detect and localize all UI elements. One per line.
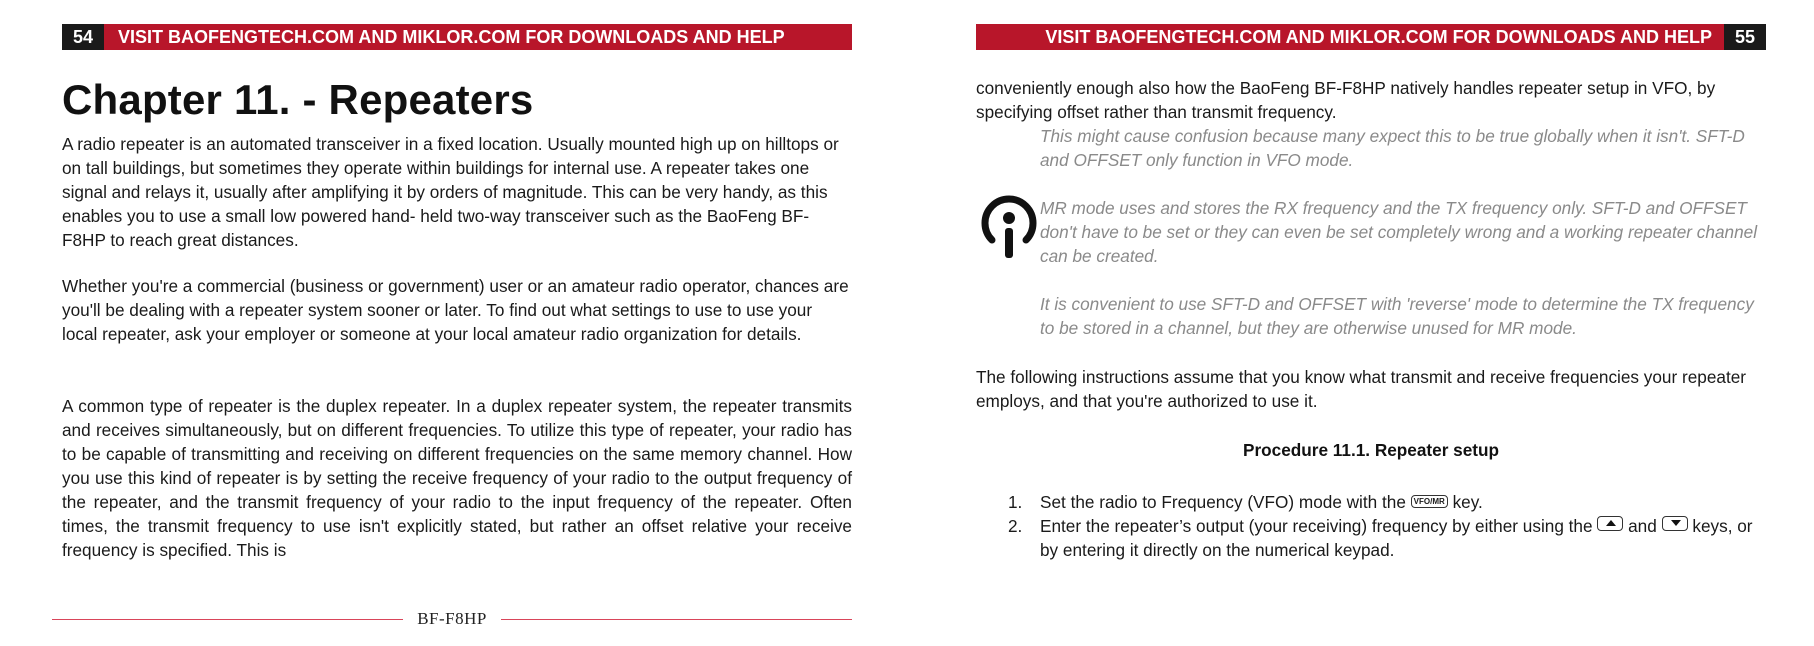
step-2	[976, 514, 1766, 562]
up-arrow-key-icon	[1597, 516, 1623, 531]
step-2-text-end: keys, or by entering it directly on the numerical keypad.	[1040, 516, 1753, 560]
step-1	[976, 490, 1766, 514]
footer-rule-left	[52, 619, 403, 620]
paragraph-operators: Whether you're a commercial (business or government) user or an amateur radio operator, chances are you'll be dealing with a repeater system sooner or later. To find out what settings to use to use your local repeater, ask your employer or someone at your local amateur radio organization for details.	[62, 276, 849, 344]
left-page	[62, 0, 852, 646]
footer-model-label: BF-F8HP	[417, 609, 487, 628]
step-2-number: 2.	[1008, 516, 1023, 536]
note-vfo-only: This might cause confusion because many expect this to be true globally when it isn't. SFT-D and OFFSET only function in VFO mode.	[1040, 126, 1745, 170]
step-2-text: Enter the repeater’s output (your receiving) frequency by either using the	[1040, 516, 1593, 536]
procedure-title: Procedure 11.1. Repeater setup	[1242, 440, 1500, 460]
step-1-number: 1.	[1008, 492, 1023, 512]
paragraph-continuation: conveniently enough also how the BaoFeng BF-F8HP natively handles repeater setup in VFO, by specifying offset rather than transmit frequency.	[976, 78, 1716, 122]
procedure-steps	[976, 490, 1766, 562]
note-mr-mode: MR mode uses and stores the RX frequency and the TX frequency only. SFT-D and OFFSET don't have to be set or they can even be set completely wrong and a working repeater channel can be created.	[1040, 198, 1758, 266]
step-1-text-end: key.	[1452, 492, 1483, 512]
right-header-text: VISIT BAOFENGTECH.COM AND MIKLOR.COM FOR DOWNLOADS AND HELP	[1045, 26, 1712, 47]
paragraph-instructions: The following instructions assume that you know what transmit and receive frequencies your repeater employs, and that you're authorized to use it.	[976, 367, 1747, 411]
left-header-bar	[62, 24, 852, 50]
down-arrow-key-icon	[1662, 516, 1688, 531]
right-page	[976, 0, 1766, 646]
paragraph-intro: A radio repeater is an automated transceiver in a fixed location. Usually mounted high up on hilltops or on tall buildings, but sometimes they operate within buildings for internal use. A repeater takes one signal and relays it, usually after amplifying it by orders of magnitude. This can be very handy, as this enables you to use a small low powered hand- held two-way transceiver such as the BaoFeng BF-F8HP to reach great distances.	[62, 134, 839, 250]
right-page-number: 55	[1724, 24, 1766, 50]
info-icon	[978, 194, 1040, 264]
step-2-text-and: and	[1628, 516, 1657, 536]
left-page-number: 54	[62, 24, 104, 50]
paragraph-duplex: A common type of repeater is the duplex repeater. In a duplex repeater system, the repeater transmits and receives simultaneously, but on different frequencies. To utilize this type of repeater, your radio has to be capable of transmitting and receiving on different frequencies on the same memory channel. How you use this kind of repeater is by setting the receive frequency of your radio to the output frequency of the repeater, and the transmit frequency of your radio to the input frequency of the repeater. Often times, the transmit frequency to use isn't explicitly stated, but rather an offset relative your receive frequency is specified. This is	[62, 396, 852, 560]
step-1-text: Set the radio to Frequency (VFO) mode with the	[1040, 492, 1406, 512]
chapter-title: Chapter 11. - Repeaters	[62, 76, 534, 123]
left-header-text: VISIT BAOFENGTECH.COM AND MIKLOR.COM FOR DOWNLOADS AND HELP	[118, 26, 785, 47]
note-reverse-mode: It is convenient to use SFT-D and OFFSET with 'reverse' mode to determine the TX frequency to be stored in a channel, but they are otherwise unused for MR mode.	[1040, 294, 1754, 338]
page-footer	[52, 609, 852, 629]
right-header-bar	[976, 24, 1766, 50]
vfo-mr-key-icon: VFO/MR	[1411, 495, 1448, 508]
footer-rule-right	[501, 619, 852, 620]
